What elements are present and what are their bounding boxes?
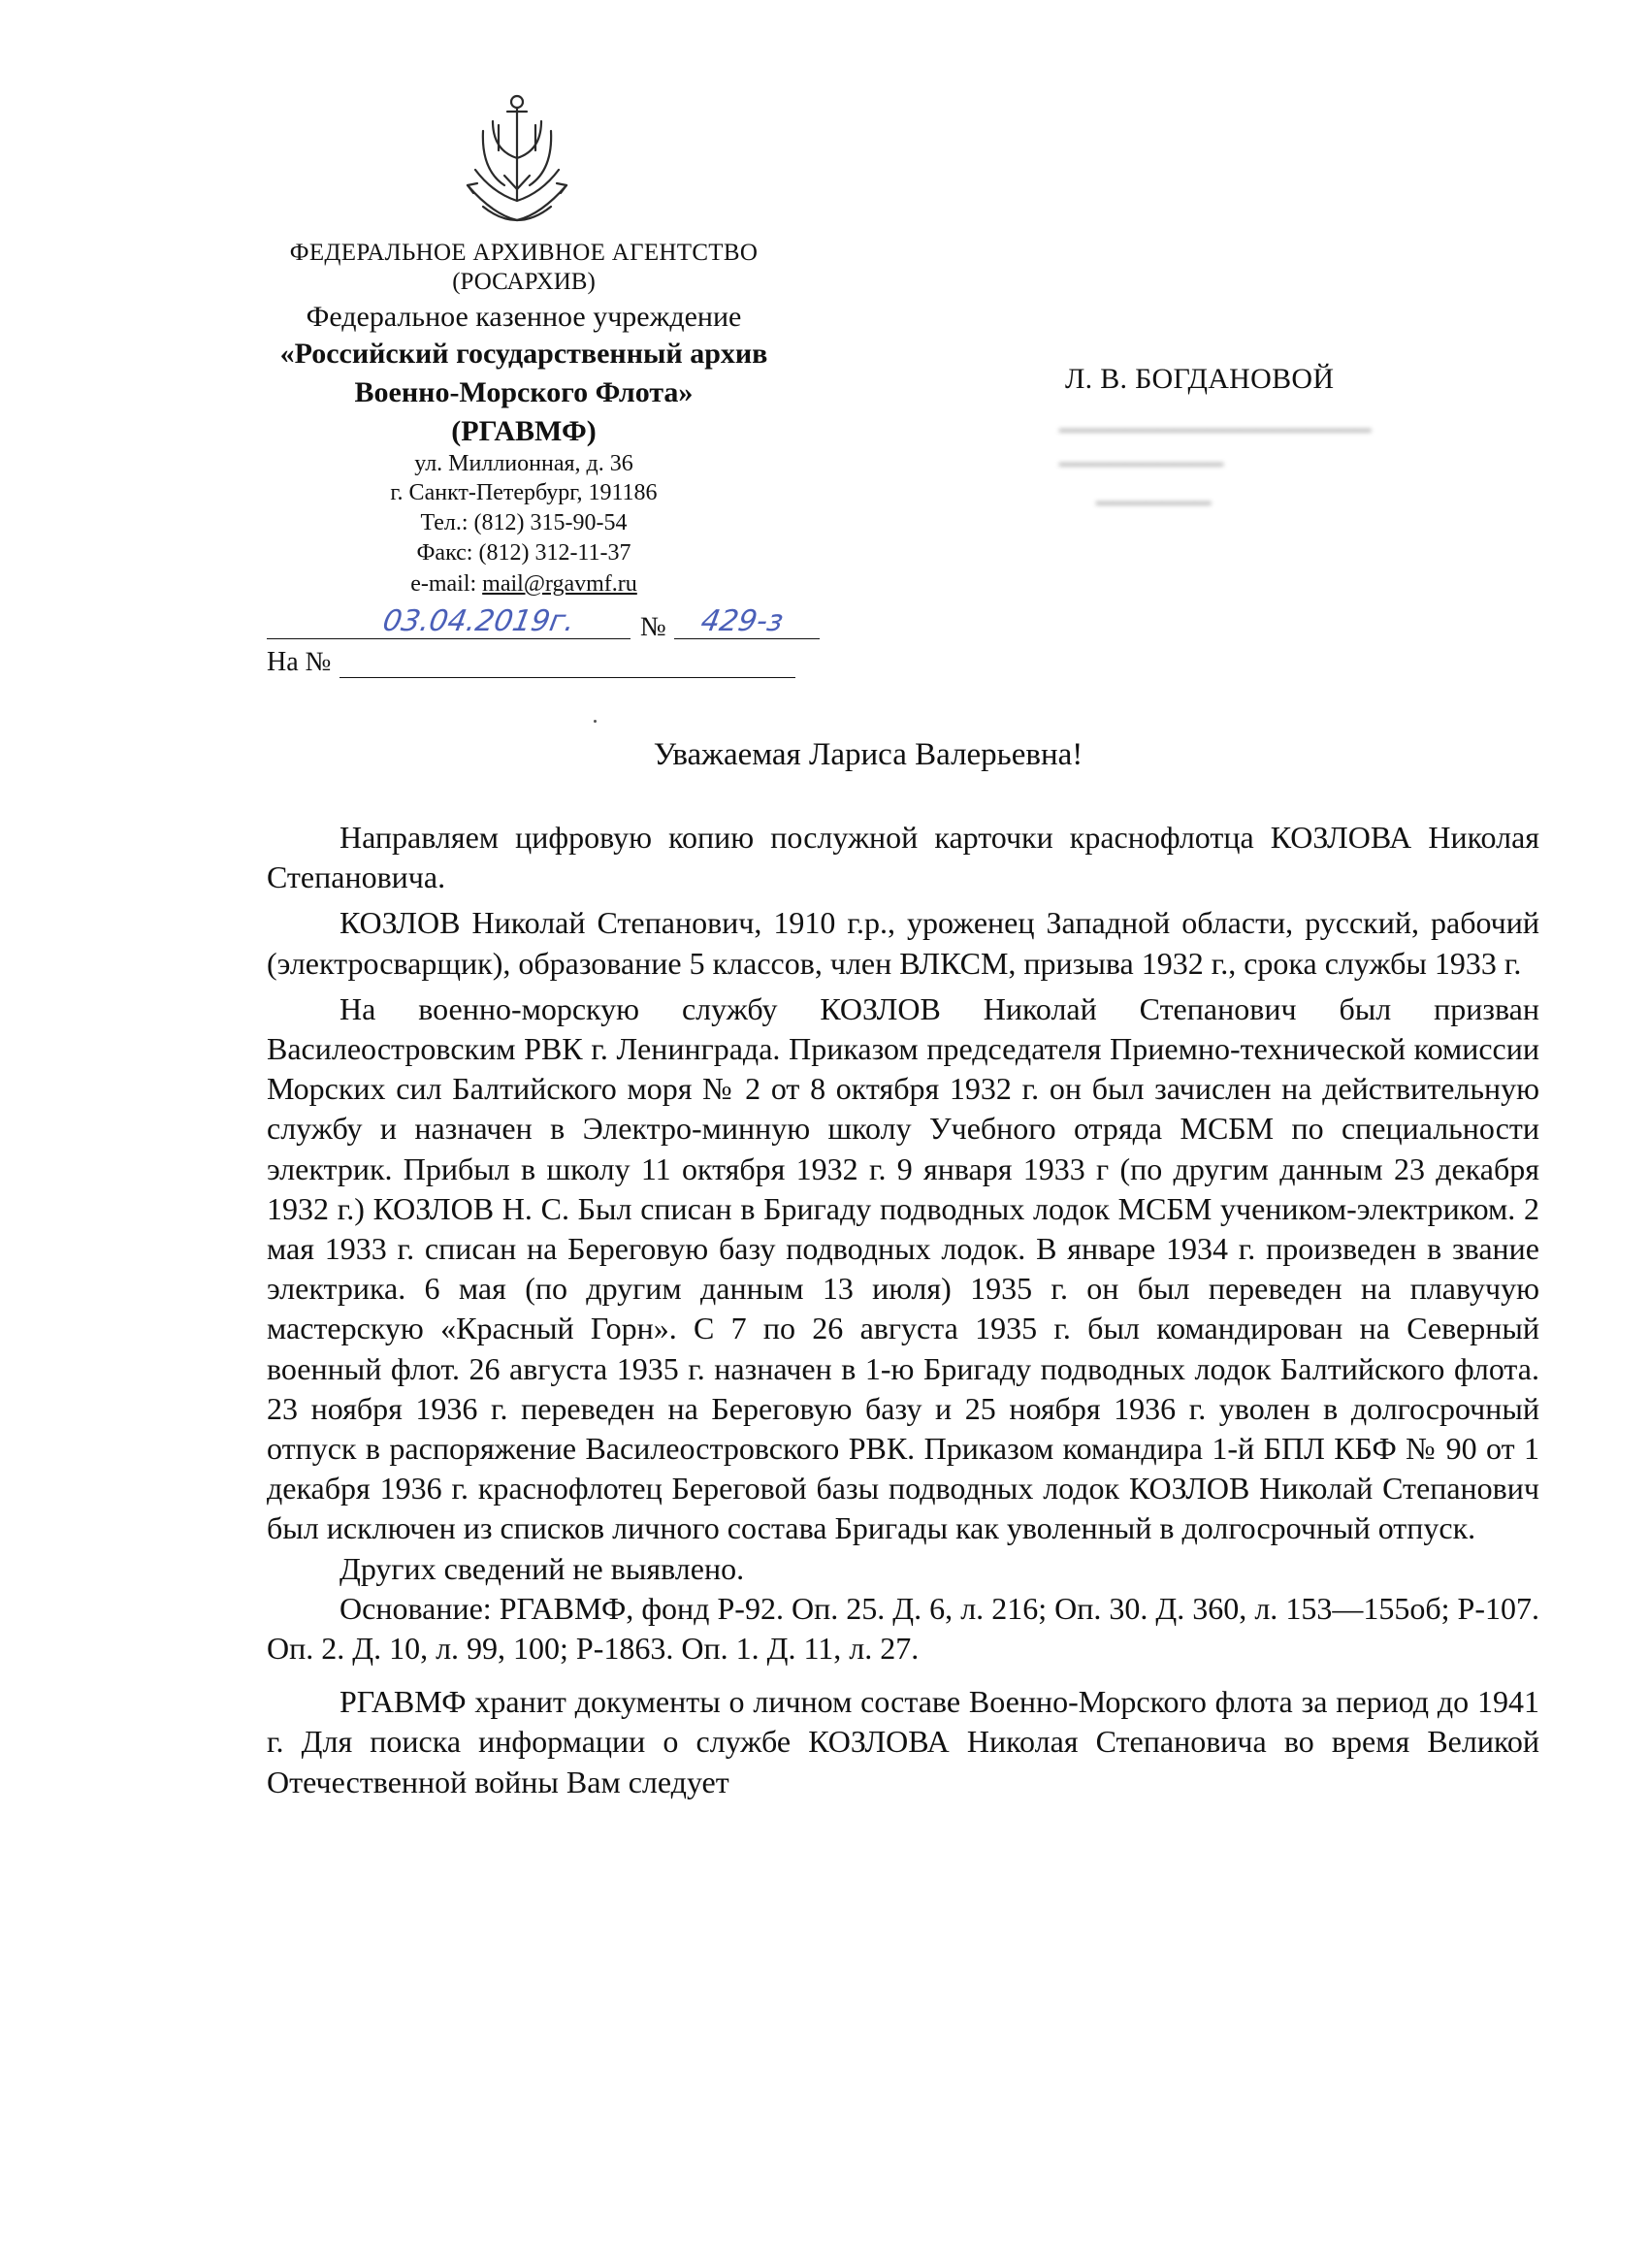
scan-speck xyxy=(594,720,597,723)
street-address: ул. Миллионная, д. 36 xyxy=(414,451,633,476)
email-label: e-mail: xyxy=(410,571,477,597)
institution-name-line1: «Российский государственный архив xyxy=(279,338,768,370)
reference-underline xyxy=(340,677,795,678)
paragraph-no-other-info: Других сведений не выявлено. xyxy=(340,1550,745,1586)
anchor-emblem-icon xyxy=(454,92,580,236)
paragraph-basis: Основание: РГАВМФ, фонд Р-92. Оп. 25. Д. 6, л. 216; Оп. 30. Д. 360, л. 153—155об; Р-107. Оп. 2. Д. 10, л. 99, 100; Р-1863. Оп. 1. Д. 11, л. 27. xyxy=(267,1590,1539,1667)
redacted-address-line3: ▁▁▁▁▁▁▁ xyxy=(1096,480,1212,504)
paragraph-service: На военно-морскую службу КОЗЛОВ Николай Степанович был призван Василеостровским РВК г. Ленинграда. Приказом председателя Приемно-технической комиссии Морских сил Балтийского моря № 2 от 8 октября 1932 г. он был зачислен на действительную службу и назначен в Электро-минную школу Учебного отряда МСБМ по специальности электрик. Прибыл в школу 11 октября 1932 г. 9 января 1933 г (по другим данным 23 декабря 1932 г.) КОЗЛОВ Н. С. Был списан в Бригаду подводных лодок МСБМ учеником-электриком. 2 мая 1933 г. списан на Береговую базу подводных лодок. В январе 1934 г. произведен в звание электрика. 6 мая (по другим данным 13 июля) 1935 г. он был переведен на плавучую мастерскую «Красный Горн». С 7 по 26 августа 1935 г. был командирован на Северный военный флот. 26 августа 1935 г. назначен в 1-ю Бригаду подводных лодок Балтийского флота. 23 ноября 1936 г. переведен на Береговую базу и 25 ноября 1936 г. уволен в долгосрочный отпуск в распоряжение Василеостровского РВК. Приказом командира 1-й БПЛ КБФ № 90 от 1 декабря 1936 г. краснофлотец Береговой базы подводных лодок КОЗЛОВ Николай Степанович был исключен из списков личного состава Бригады как уволенный в долгосрочный отпуск. xyxy=(267,990,1539,1546)
phone-label: Тел.: xyxy=(420,510,469,535)
paragraph-archive-note: РГАВМФ хранит документы о личном составе Военно-Морского флота за период до 1941 г. Для поиска информации о службе КОЗЛОВА Николая Степановича во время Великой Отечественной войны Вам следует xyxy=(267,1684,1539,1799)
number-underline xyxy=(674,638,820,639)
paragraph-biography: КОЗЛОВ Николай Степанович, 1910 г.р., уроженец Западной области, русский, рабочий (электросварщик), образование 5 классов, член ВЛКСМ, призыва 1932 г., срока службы 1933 г. xyxy=(267,905,1539,981)
redacted-address-line2: ▁▁▁▁▁▁▁▁▁▁ xyxy=(1059,441,1224,466)
letter-body xyxy=(267,818,1539,1802)
email-line xyxy=(233,571,815,598)
institution-abbreviation: (РГАВМФ) xyxy=(451,415,597,447)
fax-label: Факс: xyxy=(416,540,473,566)
agency-abbreviation: (РОСАРХИВ) xyxy=(452,269,596,295)
redacted-address-line1: ▁▁▁▁▁▁▁▁▁▁▁▁▁▁▁▁▁▁▁ xyxy=(1059,407,1372,432)
phone-number: (812) 315-90-54 xyxy=(473,510,628,535)
fax-line xyxy=(233,540,815,567)
paragraph-intro: Направляем цифровую копию послужной карточки краснофлотца КОЗЛОВА Николая Степановича. xyxy=(267,820,1539,895)
fax-number: (812) 312-11-37 xyxy=(478,540,631,566)
phone-line xyxy=(233,510,815,536)
addressee-name: Л. В. БОГДАНОВОЙ xyxy=(1065,363,1335,395)
reference-label: На № xyxy=(267,647,332,677)
registration-number: 429-з xyxy=(697,604,787,638)
date-underline xyxy=(267,638,630,639)
agency-name: ФЕДЕРАЛЬНОЕ АРХИВНОЕ АГЕНТСТВО xyxy=(289,240,759,266)
salutation: Уважаемая Лариса Валерьевна! xyxy=(653,737,1083,772)
institution-type: Федеральное казенное учреждение xyxy=(306,301,742,333)
email-link[interactable]: mail@rgavmf.ru xyxy=(482,571,637,597)
reference-row xyxy=(267,645,810,684)
city-address: г. Санкт-Петербург, 191186 xyxy=(390,480,658,505)
registration-row xyxy=(267,606,829,645)
registration-date: 03.04.2019г. xyxy=(379,604,578,638)
registration-number-label: № xyxy=(640,612,666,642)
institution-name-line2: Военно-Морского Флота» xyxy=(354,376,694,408)
